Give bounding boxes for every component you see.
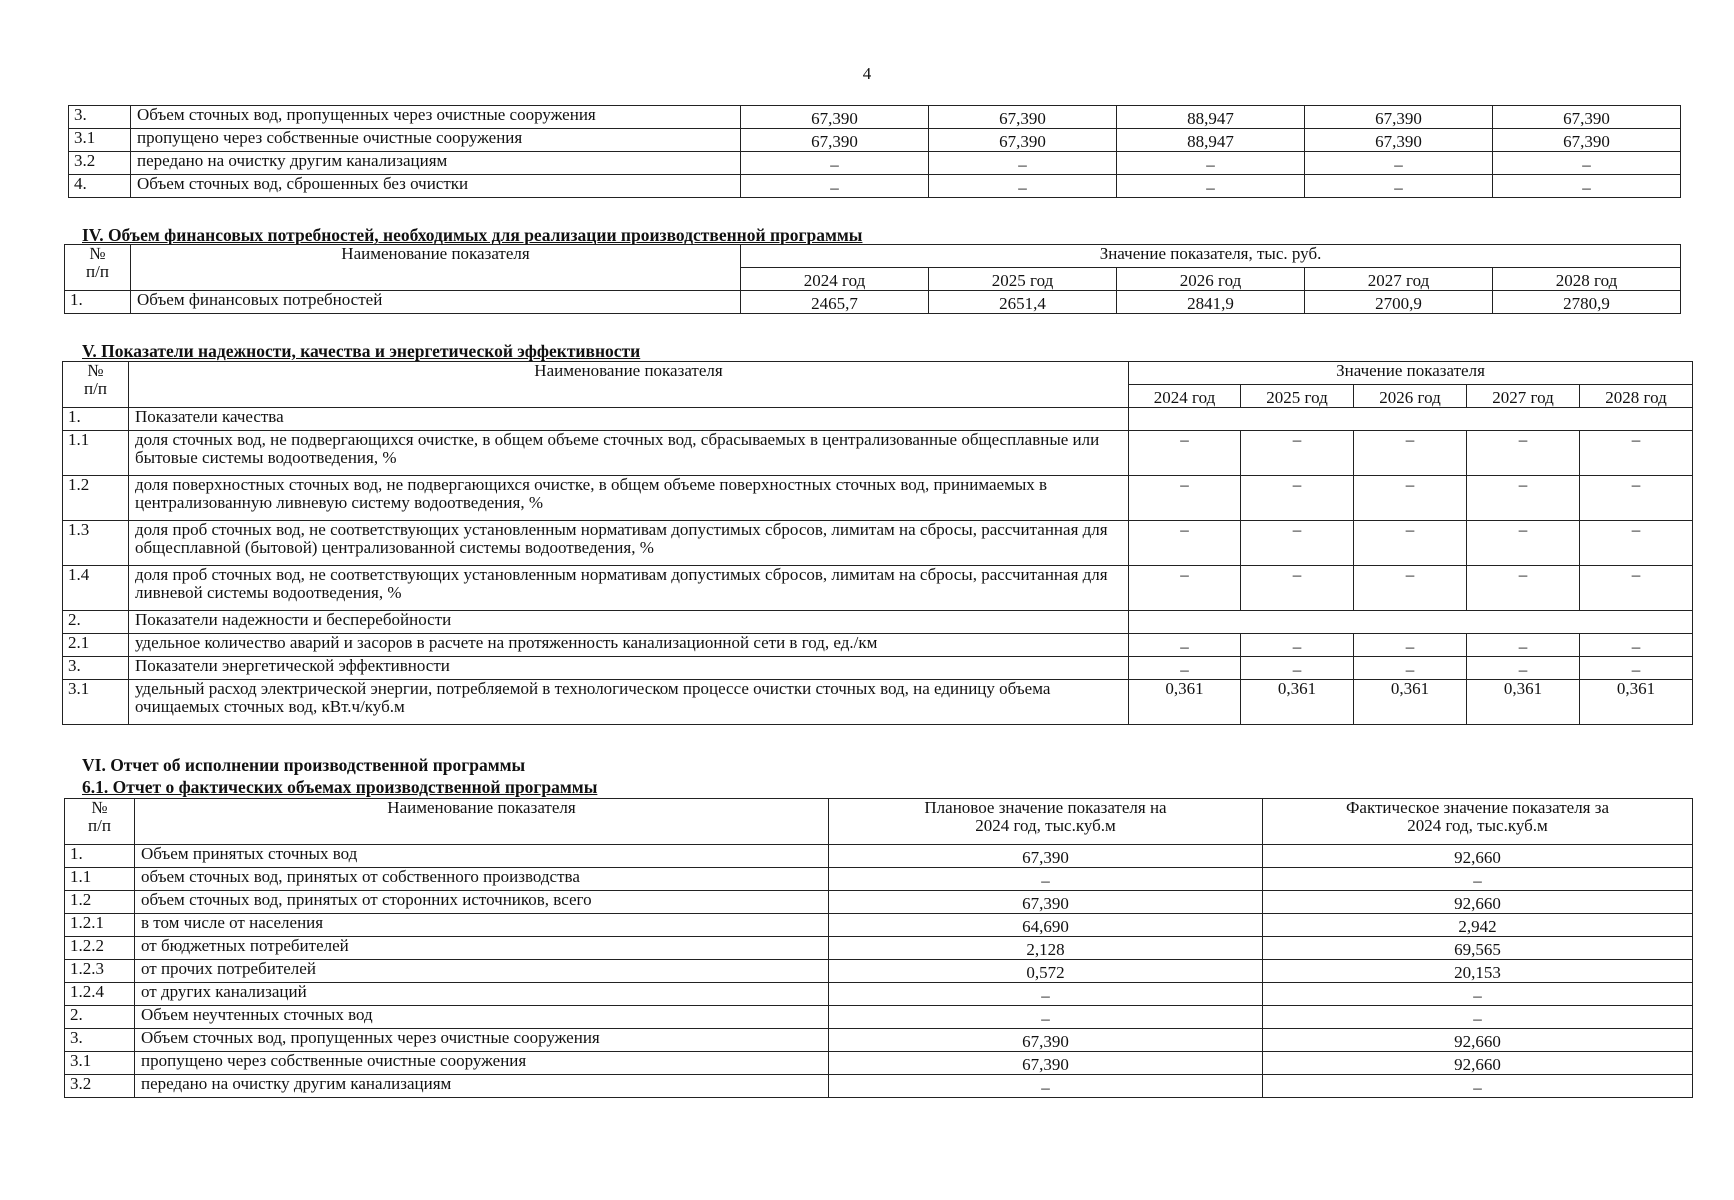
row-index: 3.1	[63, 680, 129, 725]
value-cell: 88,947	[1117, 106, 1305, 129]
table-row	[69, 129, 1681, 152]
row-name: от бюджетных потребителей	[135, 937, 829, 960]
header-value: Значение показателя, тыс. руб.	[741, 245, 1681, 268]
row-name: Объем неучтенных сточных вод	[135, 1006, 829, 1029]
header-number	[65, 245, 131, 291]
year-header: 2028 год	[1493, 268, 1681, 291]
fact-value: –	[1263, 1006, 1693, 1029]
page-number: 4	[862, 64, 872, 83]
row-name: удельный расход электрической энергии, потребляемой в технологическом процессе очистки сточных вод, на единицу объема очищаемых сточных вод, кВт.ч/куб.м	[129, 680, 1129, 725]
table-row	[69, 152, 1681, 175]
reliability-quality-table	[62, 361, 1693, 725]
header-num-sign: №	[89, 244, 106, 263]
value-cell: –	[1241, 431, 1354, 476]
table-header-row	[65, 245, 1681, 268]
value-cell: 2780,9	[1493, 291, 1681, 314]
section-title: IV. Объем финансовых потребностей, необходимых для реализации производственной программы	[82, 225, 863, 245]
value-cell: –	[1354, 521, 1467, 566]
row-index: 3.2	[69, 152, 131, 175]
row-name: Объем финансовых потребностей	[131, 291, 741, 314]
table-row	[65, 1075, 1693, 1098]
year-header: 2028 год	[1580, 385, 1693, 408]
fact-value: 92,660	[1263, 891, 1693, 914]
value-cell: 0,361	[1354, 680, 1467, 725]
row-index: 3.2	[65, 1075, 135, 1098]
row-index: 4.	[69, 175, 131, 198]
empty-value-cell	[1129, 408, 1693, 431]
value-cell: –	[929, 175, 1117, 198]
program-execution-report-table	[64, 798, 1693, 1098]
value-cell: –	[1241, 566, 1354, 611]
header-fact: Фактическое значение показателя за 2024 год, тыс.куб.м	[1263, 799, 1693, 845]
value-cell: –	[1580, 431, 1693, 476]
year-header: 2027 год	[1305, 268, 1493, 291]
row-name: от прочих потребителей	[135, 960, 829, 983]
header-value: Значение показателя	[1129, 362, 1693, 385]
plan-value: 67,390	[829, 1052, 1263, 1075]
header-number	[63, 362, 129, 408]
header-plan: Плановое значение показателя на 2024 год, тыс.куб.м	[829, 799, 1263, 845]
table-row	[65, 868, 1693, 891]
plan-value: 64,690	[829, 914, 1263, 937]
row-index: 3.	[65, 1029, 135, 1052]
value-cell: –	[1467, 634, 1580, 657]
value-cell: –	[1467, 566, 1580, 611]
row-index: 3.	[69, 106, 131, 129]
plan-value: –	[829, 983, 1263, 1006]
row-name: доля поверхностных сточных вод, не подвергающихся очистке, в общем объеме поверхностных сточных вод, принимаемых в централизованную ливневую систему водоотведения, %	[129, 476, 1129, 521]
header-name: Наименование показателя	[129, 362, 1129, 408]
row-name: пропущено через собственные очистные сооружения	[135, 1052, 829, 1075]
value-cell: –	[1241, 657, 1354, 680]
table-row	[65, 914, 1693, 937]
table-row	[63, 611, 1693, 634]
fact-value: 92,660	[1263, 1052, 1693, 1075]
fact-value: 69,565	[1263, 937, 1693, 960]
value-cell: 0,361	[1129, 680, 1241, 725]
plan-value: –	[829, 1075, 1263, 1098]
value-cell: –	[1129, 521, 1241, 566]
row-index: 1.1	[63, 431, 129, 476]
value-cell: 67,390	[1493, 106, 1681, 129]
fact-value: –	[1263, 1075, 1693, 1098]
year-header: 2026 год	[1354, 385, 1467, 408]
table-row	[63, 680, 1693, 725]
value-cell: –	[1241, 476, 1354, 521]
value-cell: 2465,7	[741, 291, 929, 314]
value-cell: –	[1129, 634, 1241, 657]
value-cell: –	[1580, 634, 1693, 657]
row-name: Показатели надежности и бесперебойности	[129, 611, 1129, 634]
value-cell: –	[1354, 566, 1467, 611]
table-row	[63, 657, 1693, 680]
header-name: Наименование показателя	[135, 799, 829, 845]
fact-value: –	[1263, 868, 1693, 891]
year-header: 2026 год	[1117, 268, 1305, 291]
row-index: 3.	[63, 657, 129, 680]
value-cell: 88,947	[1117, 129, 1305, 152]
table-row	[63, 566, 1693, 611]
row-name: в том числе от населения	[135, 914, 829, 937]
row-index: 1.2.1	[65, 914, 135, 937]
row-name: объем сточных вод, принятых от сторонних источников, всего	[135, 891, 829, 914]
header-number	[65, 799, 135, 845]
value-cell: –	[929, 152, 1117, 175]
value-cell: –	[1241, 634, 1354, 657]
fact-value: 2,942	[1263, 914, 1693, 937]
empty-value-cell	[1129, 611, 1693, 634]
row-index: 1.3	[63, 521, 129, 566]
table-header-row	[63, 362, 1693, 385]
value-cell: –	[1354, 634, 1467, 657]
value-cell: 67,390	[741, 129, 929, 152]
value-cell: –	[1580, 476, 1693, 521]
row-index: 3.1	[69, 129, 131, 152]
row-index: 1.2.3	[65, 960, 135, 983]
value-cell: 67,390	[1305, 106, 1493, 129]
row-index: 3.1	[65, 1052, 135, 1075]
table-row	[65, 1052, 1693, 1075]
value-cell: 0,361	[1580, 680, 1693, 725]
value-cell: –	[1354, 476, 1467, 521]
row-index: 2.1	[63, 634, 129, 657]
value-cell: 0,361	[1241, 680, 1354, 725]
value-cell: 67,390	[929, 106, 1117, 129]
section-title: VI. Отчет об исполнении производственной программы	[82, 755, 526, 775]
volumes-table-continuation	[68, 105, 1681, 198]
value-cell: –	[1305, 152, 1493, 175]
value-cell: –	[1129, 476, 1241, 521]
value-cell: –	[1580, 521, 1693, 566]
value-cell: –	[1467, 431, 1580, 476]
header-pp: п/п	[88, 816, 111, 836]
table-row	[69, 106, 1681, 129]
value-cell: 0,361	[1467, 680, 1580, 725]
value-cell: –	[1354, 431, 1467, 476]
row-name: передано на очистку другим канализациям	[131, 152, 741, 175]
value-cell: –	[1129, 431, 1241, 476]
plan-value: –	[829, 1006, 1263, 1029]
row-index: 1.	[65, 845, 135, 868]
value-cell: –	[1467, 657, 1580, 680]
value-cell: –	[1129, 657, 1241, 680]
row-index: 1.	[63, 408, 129, 431]
value-cell: –	[741, 152, 929, 175]
table-row	[63, 634, 1693, 657]
table-row	[65, 891, 1693, 914]
section-title: V. Показатели надежности, качества и энергетической эффективности	[82, 341, 641, 361]
table-row	[63, 431, 1693, 476]
table-row	[65, 1006, 1693, 1029]
value-cell: 67,390	[1493, 129, 1681, 152]
table-row	[65, 1029, 1693, 1052]
value-cell: 2841,9	[1117, 291, 1305, 314]
value-cell: –	[1241, 521, 1354, 566]
header-name: Наименование показателя	[131, 245, 741, 291]
plan-value: 0,572	[829, 960, 1263, 983]
row-name: Объем сточных вод, сброшенных без очистки	[131, 175, 741, 198]
table-row	[63, 521, 1693, 566]
fact-value: –	[1263, 983, 1693, 1006]
row-name: передано на очистку другим канализациям	[135, 1075, 829, 1098]
value-cell: –	[1117, 152, 1305, 175]
row-index: 2.	[65, 1006, 135, 1029]
row-name: доля проб сточных вод, не соответствующих установленным нормативам допустимых сбросов, лимитам на сбросы, рассчитанная для общесплавной (бытовой) централизованной системы водоотведения, %	[129, 521, 1129, 566]
value-cell: –	[1354, 657, 1467, 680]
row-name: Показатели энергетической эффективности	[129, 657, 1129, 680]
row-index: 1.2	[65, 891, 135, 914]
value-cell: –	[1117, 175, 1305, 198]
row-index: 1.4	[63, 566, 129, 611]
value-cell: 67,390	[741, 106, 929, 129]
fact-value: 92,660	[1263, 845, 1693, 868]
row-name: объем сточных вод, принятых от собственного производства	[135, 868, 829, 891]
row-name: пропущено через собственные очистные сооружения	[131, 129, 741, 152]
row-name: Показатели качества	[129, 408, 1129, 431]
row-index: 1.2.4	[65, 983, 135, 1006]
table-row	[65, 960, 1693, 983]
plan-value: 67,390	[829, 845, 1263, 868]
header-pp: п/п	[86, 262, 109, 282]
row-index: 1.2	[63, 476, 129, 521]
subsection-title: 6.1. Отчет о фактических объемах производственной программы	[82, 777, 598, 797]
value-cell: –	[1467, 476, 1580, 521]
fact-value: 20,153	[1263, 960, 1693, 983]
table-row	[63, 476, 1693, 521]
header-pp: п/п	[84, 379, 107, 399]
row-name: Объем сточных вод, пропущенных через очистные сооружения	[131, 106, 741, 129]
table-row	[65, 983, 1693, 1006]
value-cell: –	[741, 175, 929, 198]
row-name: Объем сточных вод, пропущенных через очистные сооружения	[135, 1029, 829, 1052]
header-num-sign: №	[87, 361, 104, 380]
year-header: 2027 год	[1467, 385, 1580, 408]
plan-value: 67,390	[829, 891, 1263, 914]
row-index: 2.	[63, 611, 129, 634]
value-cell: –	[1580, 566, 1693, 611]
row-name: доля сточных вод, не подвергающихся очистке, в общем объеме сточных вод, сбрасываемых в централизованные общесплавные или бытовые системы водоотведения, %	[129, 431, 1129, 476]
financial-needs-table	[64, 244, 1681, 314]
year-header: 2025 год	[1241, 385, 1354, 408]
fact-value: 92,660	[1263, 1029, 1693, 1052]
value-cell: –	[1580, 657, 1693, 680]
header-num-sign: №	[91, 798, 108, 817]
table-row	[69, 175, 1681, 198]
value-cell: 2651,4	[929, 291, 1117, 314]
value-cell: –	[1467, 521, 1580, 566]
plan-value: 67,390	[829, 1029, 1263, 1052]
table-row	[63, 408, 1693, 431]
table-header-row	[65, 799, 1693, 845]
row-index: 1.1	[65, 868, 135, 891]
row-index: 1.2.2	[65, 937, 135, 960]
year-header: 2024 год	[741, 268, 929, 291]
row-name: удельное количество аварий и засоров в расчете на протяженность канализационной сети в год, ед./км	[129, 634, 1129, 657]
row-name: доля проб сточных вод, не соответствующих установленным нормативам допустимых сбросов, лимитам на сбросы, рассчитанная для ливневой системы водоотведения, %	[129, 566, 1129, 611]
value-cell: 67,390	[929, 129, 1117, 152]
value-cell: –	[1493, 175, 1681, 198]
plan-value: 2,128	[829, 937, 1263, 960]
row-name: от других канализаций	[135, 983, 829, 1006]
value-cell: –	[1305, 175, 1493, 198]
value-cell: –	[1129, 566, 1241, 611]
value-cell: 2700,9	[1305, 291, 1493, 314]
row-index: 1.	[65, 291, 131, 314]
year-header: 2025 год	[929, 268, 1117, 291]
table-row	[65, 291, 1681, 314]
year-header: 2024 год	[1129, 385, 1241, 408]
row-name: Объем принятых сточных вод	[135, 845, 829, 868]
value-cell: 67,390	[1305, 129, 1493, 152]
table-row	[65, 845, 1693, 868]
plan-value: –	[829, 868, 1263, 891]
value-cell: –	[1493, 152, 1681, 175]
table-row	[65, 937, 1693, 960]
